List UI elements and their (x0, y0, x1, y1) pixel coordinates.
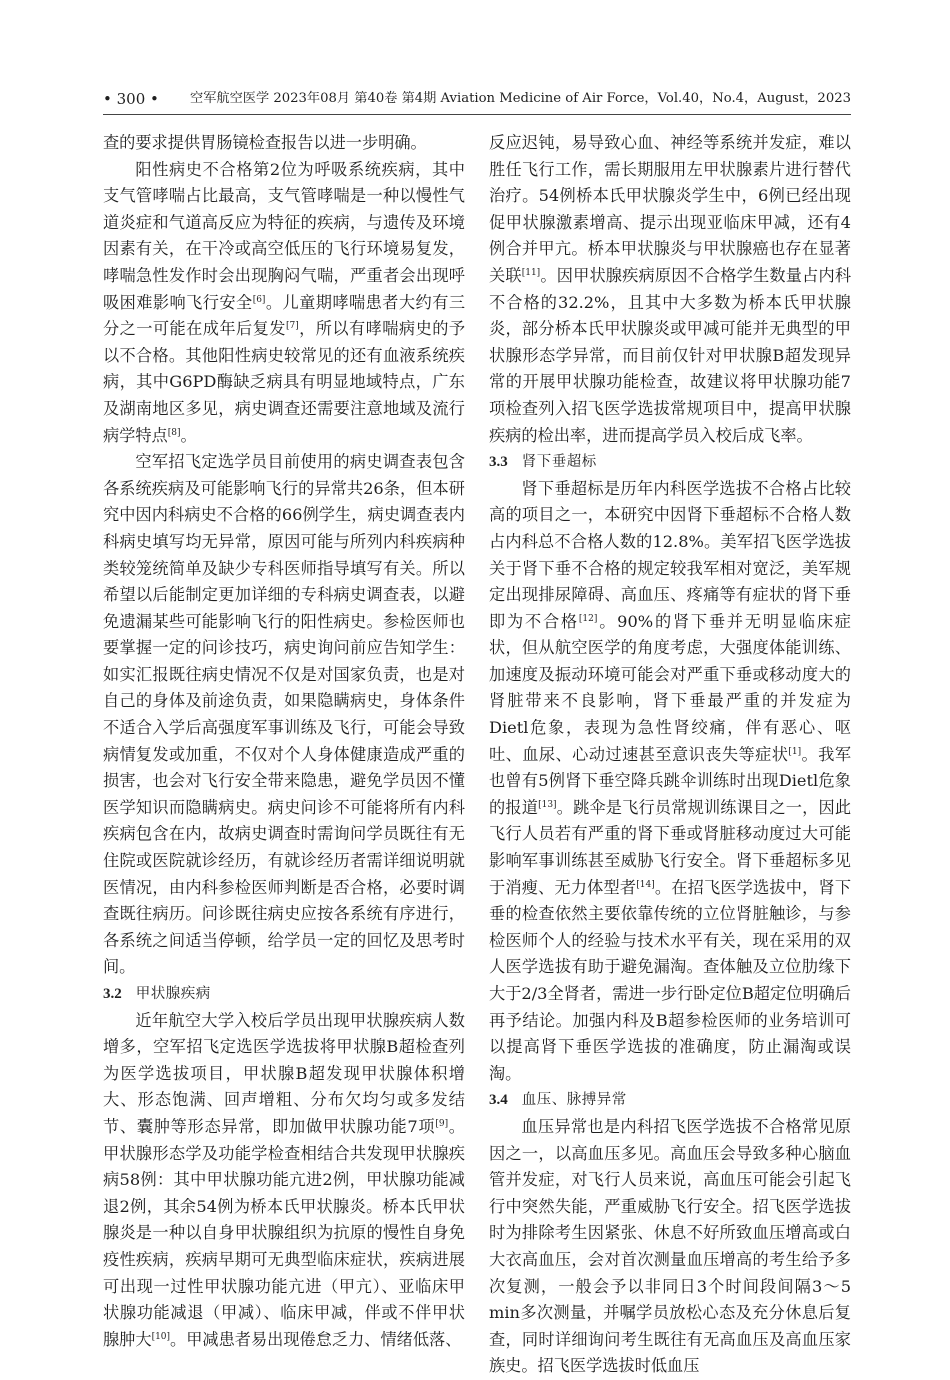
citation-8[interactable]: [8] (167, 427, 181, 438)
citation-1[interactable]: [1] (788, 746, 802, 757)
running-head (103, 88, 851, 110)
right-column (489, 130, 851, 1380)
header-rule (103, 114, 851, 115)
journal-citation-line: 空军航空医学 2023年08月 第40卷 第4期 Aviation Medicine of Air Force，Vol.40，No.4，August，2023 (190, 91, 851, 106)
citation-14[interactable]: [14] (636, 879, 655, 890)
paragraph-history-survey: 空军招飞定选学员目前使用的病史调查表包含各系统疾病及可能影响飞行的异常共26条，但本研究中因内科病史不合格的66例学生，病史调查表内科病史填写均无异常，原因可能与所列内科疾病种类较笼统简单及缺少专科医师指导填写有关。所以希望以后能制定更加详细的专科病史调查表，以避免遗漏某些可能影响飞行的阳性病史。参检医师也要掌握一定的问诊技巧，病史询问前应告知学生：如实汇报既往病史情况不仅是对国家负责，也是对自己的身体及前途负责，如果隐瞒病史，身体条件不适合入学后高强度军事训练及飞行，可能会导致病情复发或加重，不仅对个人身体健康造成严重的损害，也会对飞行安全带来隐患，避免学员因不懂医学知识而隐瞒病史。病史问诊不可能将所有内科疾病包含在内，故病史调查时需询问学员既往有无住院或医院就诊经历，有就诊经历者需详细说明就医情况，由内科参检医师判断是否合格，必要时调查既往病历。问诊既往病史应按各系统有序进行，各系统之间适当停顿，给学员一定的回忆及思考时间。 (103, 452, 465, 977)
paragraph-thyroid: 近年航空大学入校后学员出现甲状腺疾病人数增多，空军招飞定选医学选拔将甲状腺B超检查列为医学选拔项目，甲状腺B超发现甲状腺体积增大、形态饱满、回声增粗、分布欠均匀或多发结节、囊肿等形态异常，即加做甲状腺功能7项[9]。甲状腺形态学及功能学检查相结合共发现甲状腺疾病58例：其中甲状腺功能亢进2例，甲状腺功能减退2例，其余54例为桥本氏甲状腺炎。桥本氏甲状腺炎是一种以自身甲状腺组织为抗原的慢性自身免疫性疾病，疾病早期可无典型临床症状，疾病进展可出现一过性甲状腺功能亢进（甲亢）、亚临床甲状腺功能减退（甲减）、临床甲减，伴或不伴甲状腺肿大[10]。甲减患者易出现倦怠乏力、情绪低落、 (103, 1010, 465, 1349)
citation-7[interactable]: [7] (285, 321, 299, 332)
paragraph-thyroid-continued: 反应迟钝，易导致心血、神经等系统并发症，难以胜任飞行工作，需长期服用左甲状腺素片进行替代治疗。54例桥本氏甲状腺炎学生中，6例已经出现促甲状腺激素增高、提示出现亚临床甲减，还有4例合并甲亢。桥本甲状腺炎与甲状腺癌也存在显著关联[11]。因甲状腺疾病原因不合格学生数量占内科不合格的32.2%，且其中大多数为桥本氏甲状腺炎，部分桥本氏甲状腺炎或甲减可能并无典型的甲状腺形态学异常，而目前仅针对甲状腺B超发现异常的开展甲状腺功能检查，故建议将甲状腺功能7项检查列入招飞医学选拔常规项目中，提高甲状腺疾病的检出率，进而提高学员入校后成飞率。 (489, 133, 852, 445)
left-column (103, 130, 465, 1353)
paragraph: 查的要求提供胃肠镜检查报告以进一步明确。 (103, 133, 427, 152)
paragraph-asthma: 阳性病史不合格第2位为呼吸系统疾病，其中支气管哮喘占比最高，支气管哮喘是一种以慢性气道炎症和气道高反应为特征的疾病，与遗传及环境因素有关，在干冷或高空低压的飞行环境易复发，哮喘急性发作时会出现胸闷气喘，严重者会出现呼吸困难影响飞行安全[6]。儿童期哮喘患者大约有三分之一可能在成年后复发[7]，所以有哮喘病史的予以不合格。其他阳性病史较常见的还有血液系统疾病，其中G6PD酶缺乏病具有明显地域特点，广东及湖南地区多见，病史调查还需要注意地域及流行病学特点[8]。 (103, 159, 466, 445)
citation-11[interactable]: [11] (521, 267, 541, 278)
paragraph-nephroptosis: 肾下垂超标是历年内科医学选拔不合格占比较高的项目之一，本研究中因肾下垂超标不合格人数占内科总不合格人数的12.8%。美军招飞医学选拔关于肾下垂不合格的规定较我军相对宽泛，美军规定出现排尿障碍、高血压、疼痛等有症状的肾下垂即为不合格[12]。90%的肾下垂并无明显临床症状，但从航空医学的角度考虑，大强度体能训练、加速度及振动环境可能会对严重下垂或移动度大的肾脏带来不良影响，肾下垂最严重的并发症为Dietl危象，表现为急性肾绞痛，伴有恶心、呕吐、血尿、心动过速甚至意识丧失等症状[1]。我军也曾有5例肾下垂空降兵跳伞训练时出现Dietl危象的报道[13]。跳伞是飞行员常规训练课目之一，因此飞行人员若有严重的肾下垂或肾脏移动度过大可能影响军事训练甚至威胁飞行安全。肾下垂超标多见于消瘦、无力体型者[14]。在招飞医学选拔中，肾下垂的检查依然主要依靠传统的立位肾脏触诊，与参检医师个人的经验与技术水平有关，现在采用的双人医学选拔有助于避免漏淘。查体触及立位肋缘下大于2/3全肾者，需进一步行卧定位B超定位明确后再予结论。加强内科及B超参检医师的业务培训可以提高肾下垂医学选拔的准确度，防止漏淘或误淘。 (489, 478, 852, 1083)
citation-12[interactable]: [12] (578, 613, 598, 624)
section-heading-3-2: 3.2 甲状腺疾病 (103, 986, 211, 1002)
citation-13[interactable]: [13] (538, 799, 557, 810)
page-number: • 300 • (103, 90, 159, 108)
section-heading-3-4: 3.4 血压、脉搏异常 (489, 1092, 627, 1109)
paragraph-blood-pressure: 血压异常也是内科招飞医学选拔不合格常见原因之一，以高血压多见。高血压会导致多种心脑血管并发症，对飞行人员来说，高血压可能会引起飞行中突然失能，严重威胁飞行安全。招飞医学选拔时为排除考生因紧张、休息不好所致血压增高或白大衣高血压，会对首次测量血压增高的考生给予多次复测，一般会予以非同日3个时间段间隔3～5 min多次测量，并嘱学员放松心态及充分休息后复查，同时详细询问考生既往有无高血压及高血压家族史。招飞医学选拔时低血压 (489, 1116, 851, 1376)
section-heading-3-3: 3.3 肾下垂超标 (489, 454, 597, 471)
citation-10[interactable]: [10] (151, 1331, 171, 1342)
citation-6[interactable]: [6] (252, 294, 266, 305)
citation-9[interactable]: [9] (435, 1118, 449, 1129)
